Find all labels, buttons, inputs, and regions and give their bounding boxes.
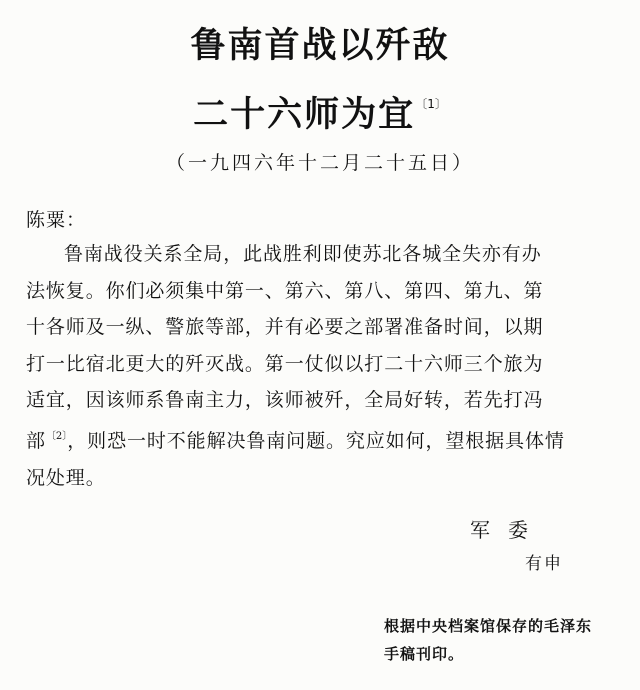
body-line: 打一比宿北更大的歼灭战。第一仗似以打二十六师三个旅为 xyxy=(26,352,544,375)
body-line: 况处理。 xyxy=(26,466,106,489)
document-title-line-1: 鲁南首战以歼敌 xyxy=(190,26,450,66)
telegram-body xyxy=(26,236,616,496)
body-footnote-marker: 〔2〕 xyxy=(45,430,68,442)
salutation: 陈粟： xyxy=(26,209,87,231)
body-line: 鲁南战役关系全局，此战胜利即使苏北各城全失亦有办 xyxy=(64,243,542,265)
body-text-segment: ，则恐一时不能解决鲁南问题。究应如何，望根据具体情 xyxy=(67,429,565,452)
body-line: 适宜，因该师系鲁南主力，该师被歼，全局好转，若先打冯 xyxy=(26,389,544,412)
title-text: 二十六师为宜 xyxy=(193,95,416,135)
document-title-line-2 xyxy=(0,84,640,135)
body-line: 法恢复。你们必须集中第一、第六、第八、第四、第九、第 xyxy=(26,279,544,302)
body-line: 十各师及一纵、警旅等部，并有必要之部署准备时间，以期 xyxy=(26,316,544,339)
title-footnote-marker: 〔1〕 xyxy=(415,97,447,111)
body-line xyxy=(26,419,616,460)
source-note-line: 根据中央档案馆保存的毛泽东 xyxy=(384,617,593,635)
date-code: 有申 xyxy=(525,554,563,574)
source-note-line: 手稿刊印。 xyxy=(384,645,465,663)
document-date: （一九四六年十二月二十五日） xyxy=(165,152,474,174)
source-note xyxy=(384,612,624,668)
body-text-segment: 部 xyxy=(26,429,46,452)
sender-signature: 军委 xyxy=(470,518,546,542)
